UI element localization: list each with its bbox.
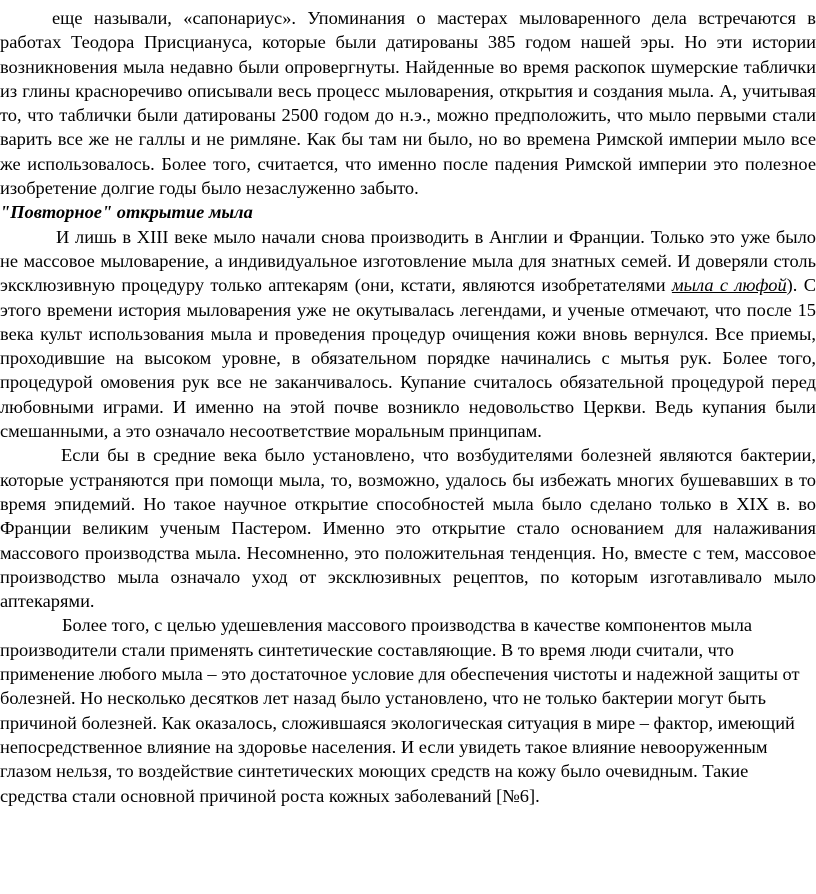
section-heading: "Повторное" открытие мыла: [0, 202, 253, 223]
paragraph-2-text-after: ). С этого времени история мыловарения уже не окутывалась легендами, и ученые отмечают, что после 15 века культ использования мыла и проведения процедур очищения кожи вновь вернулся. Все приемы, проходившие на высоком уровне, в обязательном порядке начинались с мытья рук. Более того, процедурой омовения рук все не заканчивалось. Купание считалось обязательной процедурой перед любовными играми. И именно на этой почве возникло недовольство Церкви. Ведь купания были смешанными, а это означало несоответствие моральным принципам.: [0, 275, 816, 442]
paragraph-2: [0, 225, 816, 444]
paragraph-4: Более того, с целью удешевления массового производства в качестве компонентов мыла производители стали применять синтетические составляющие. В то время люди считали, что применение любого мыла – это достаточное условие для обеспечения чистоты и надежной защиты от болезней. Но несколько десятков лет назад было установлено, что не только бактерии могут быть причиной болезней. Как оказалось, сложившаяся экологическая ситуация в мире – фактор, имеющий непосредственное влияние на здоровье населения. И если увидеть такое влияние невооруженным глазом нельзя, то воздействие синтетических моющих средств на кожу было очевидным. Такие средства стали основной причиной роста кожных заболеваний [№6].: [0, 615, 800, 806]
paragraph-2-text-before: И лишь в XIII веке мыло начали снова производить в Англии и Франции. Только это уже было не массовое мыловарение, а индивидуальное изготовление мыла для знатных семей. И доверяли столь эксклюзивную процедуру только аптекарям (они, кстати, являются изобретателями: [0, 226, 816, 296]
loofah-soap-link[interactable]: мыла с люфой: [671, 275, 787, 296]
paragraph-1: еще называли, «сапонариус». Упоминания о мастерах мыловаренного дела встречаются в работах Теодора Присцианусa, которые были датированы 385 годом нашей эры. Но эти истории возникновения мыла недавно были опровергнуты. Найденные во время раскопок шумерские таблички из глины красноречиво описывали весь процесс мыловарения, открытия и создания мыла. А, учитывая то, что таблички были датированы 2500 годом до н.э., можно предположить, что мыло первыми стали варить все же не галлы и не римляне. Как бы там ни было, но во времена Римской империи мыло все же использовалось. Более того, считается, что именно после падения Римской империи это полезное изобретение долгие годы было незаслуженно забыто.: [0, 8, 816, 199]
text-column: [0, 6, 816, 808]
paragraph-3: Если бы в средние века было установлено, что возбудителями болезней являются бактерии, которые устраняются при помощи мыла, то, возможно, удалось бы избежать многих бушевавших в то время эпидемий. Но такое научное открытие способностей мыла было сделано только в XIX в. во Франции великим ученым Пастером. Именно это открытие стало основанием для налаживания массового производства мыла. Несомненно, это положительная тенденция. Но, вместе с тем, массовое производство мыла означало уход от эксклюзивных рецептов, по которым изготавливало мыло аптекарями.: [0, 445, 816, 612]
